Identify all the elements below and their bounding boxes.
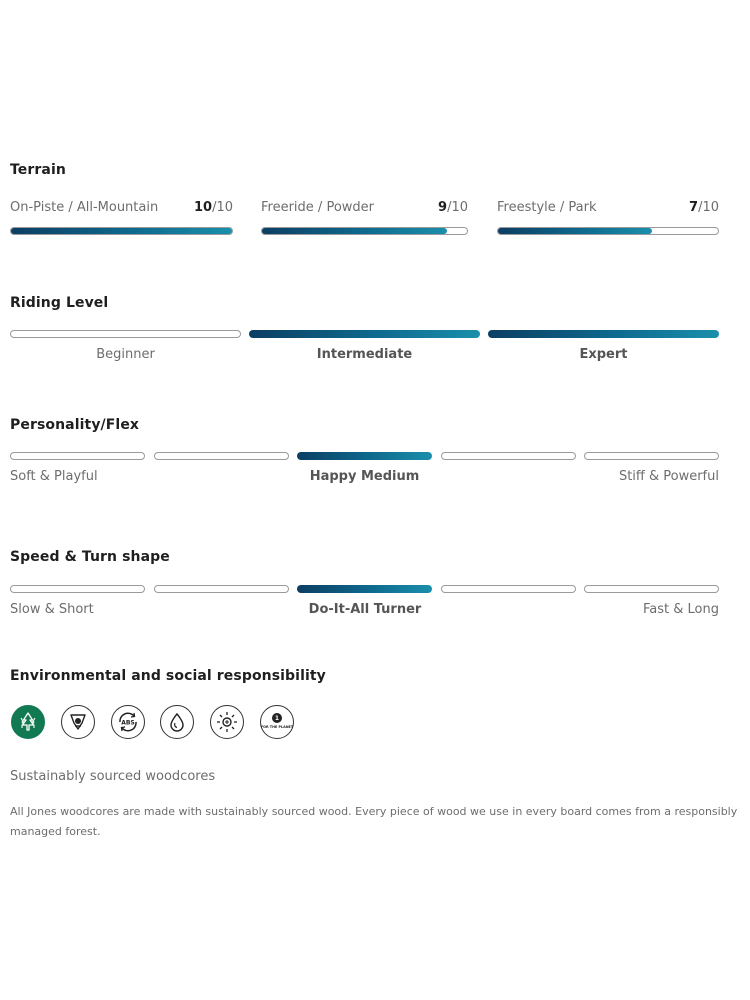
flex-segment-2: [154, 452, 289, 460]
speed-right-label: Fast & Long: [643, 602, 719, 617]
terrain-title: Terrain: [10, 162, 66, 178]
speed-title: Speed & Turn shape: [10, 549, 170, 565]
riding-level-label-intermediate: Intermediate: [316, 347, 413, 362]
flex-segment-5: [584, 452, 719, 460]
solar-icon-graphic: [215, 710, 239, 734]
speed-segment-3: [297, 585, 432, 593]
svg-text:1: 1: [274, 715, 280, 722]
flex-segment-3: [297, 452, 432, 460]
abs-text: ABS: [121, 719, 135, 727]
terrain-label-freeride: Freeride / Powder: [261, 200, 374, 215]
abs-recycle-icon[interactable]: [111, 705, 145, 739]
responsibility-title: Environmental and social responsibility: [10, 668, 326, 684]
riding-level-bar-intermediate: [249, 330, 480, 338]
speed-segment-4: [441, 585, 576, 593]
flex-right-label: Stiff & Powerful: [618, 469, 719, 484]
flex-title: Personality/Flex: [10, 417, 140, 433]
flex-left-label: Soft & Playful: [10, 469, 98, 484]
flex-segment-1: [10, 452, 145, 460]
riding-level-title: Riding Level: [10, 295, 109, 311]
riding-level-label-expert: Expert: [579, 347, 628, 362]
riding-level-bar-expert: [488, 330, 719, 338]
speed-segment-1: [10, 585, 145, 593]
terrain-bar-freestyle: [497, 227, 719, 235]
responsibility-heading: Sustainably sourced woodcores: [10, 769, 216, 784]
terrain-label-on-piste: On-Piste / All-Mountain: [10, 200, 159, 215]
speed-segment-5: [584, 585, 719, 593]
flex-center-label: Happy Medium: [309, 469, 420, 484]
abs-recycle-icon-graphic: [115, 709, 141, 735]
solar-icon[interactable]: [210, 705, 244, 739]
speed-left-label: Slow & Short: [10, 602, 94, 617]
one-percent-planet-icon[interactable]: [260, 705, 294, 739]
flex-segment-4: [441, 452, 576, 460]
speed-segment-2: [154, 585, 289, 593]
planet-text: FOR THE PLANET: [260, 725, 294, 729]
trees-icon[interactable]: [11, 705, 45, 739]
one-percent-planet-icon-graphic: [260, 709, 294, 735]
recycled-icon-graphic: [67, 711, 89, 733]
riding-level-label-beginner: Beginner: [96, 347, 155, 362]
terrain-score-freestyle: 7/10: [689, 200, 719, 215]
terrain-label-freestyle: Freestyle / Park: [497, 200, 597, 215]
trees-icon-graphic: [16, 710, 40, 734]
terrain-score-on-piste: 10/10: [193, 200, 233, 215]
recycled-icon[interactable]: [61, 705, 95, 739]
terrain-score-freeride: 9/10: [438, 200, 468, 215]
terrain-bar-freeride: [261, 227, 468, 235]
responsibility-body: All Jones woodcores are made with sustainably sourced wood. Every piece of wood we use in every board comes from a responsibly managed forest.: [10, 805, 738, 838]
speed-center-label: Do-It-All Turner: [308, 602, 422, 617]
terrain-bar-on-piste: [10, 227, 233, 235]
water-drop-icon[interactable]: [160, 705, 194, 739]
riding-level-bar-beginner: [10, 330, 241, 338]
water-drop-icon-graphic: [166, 711, 188, 733]
